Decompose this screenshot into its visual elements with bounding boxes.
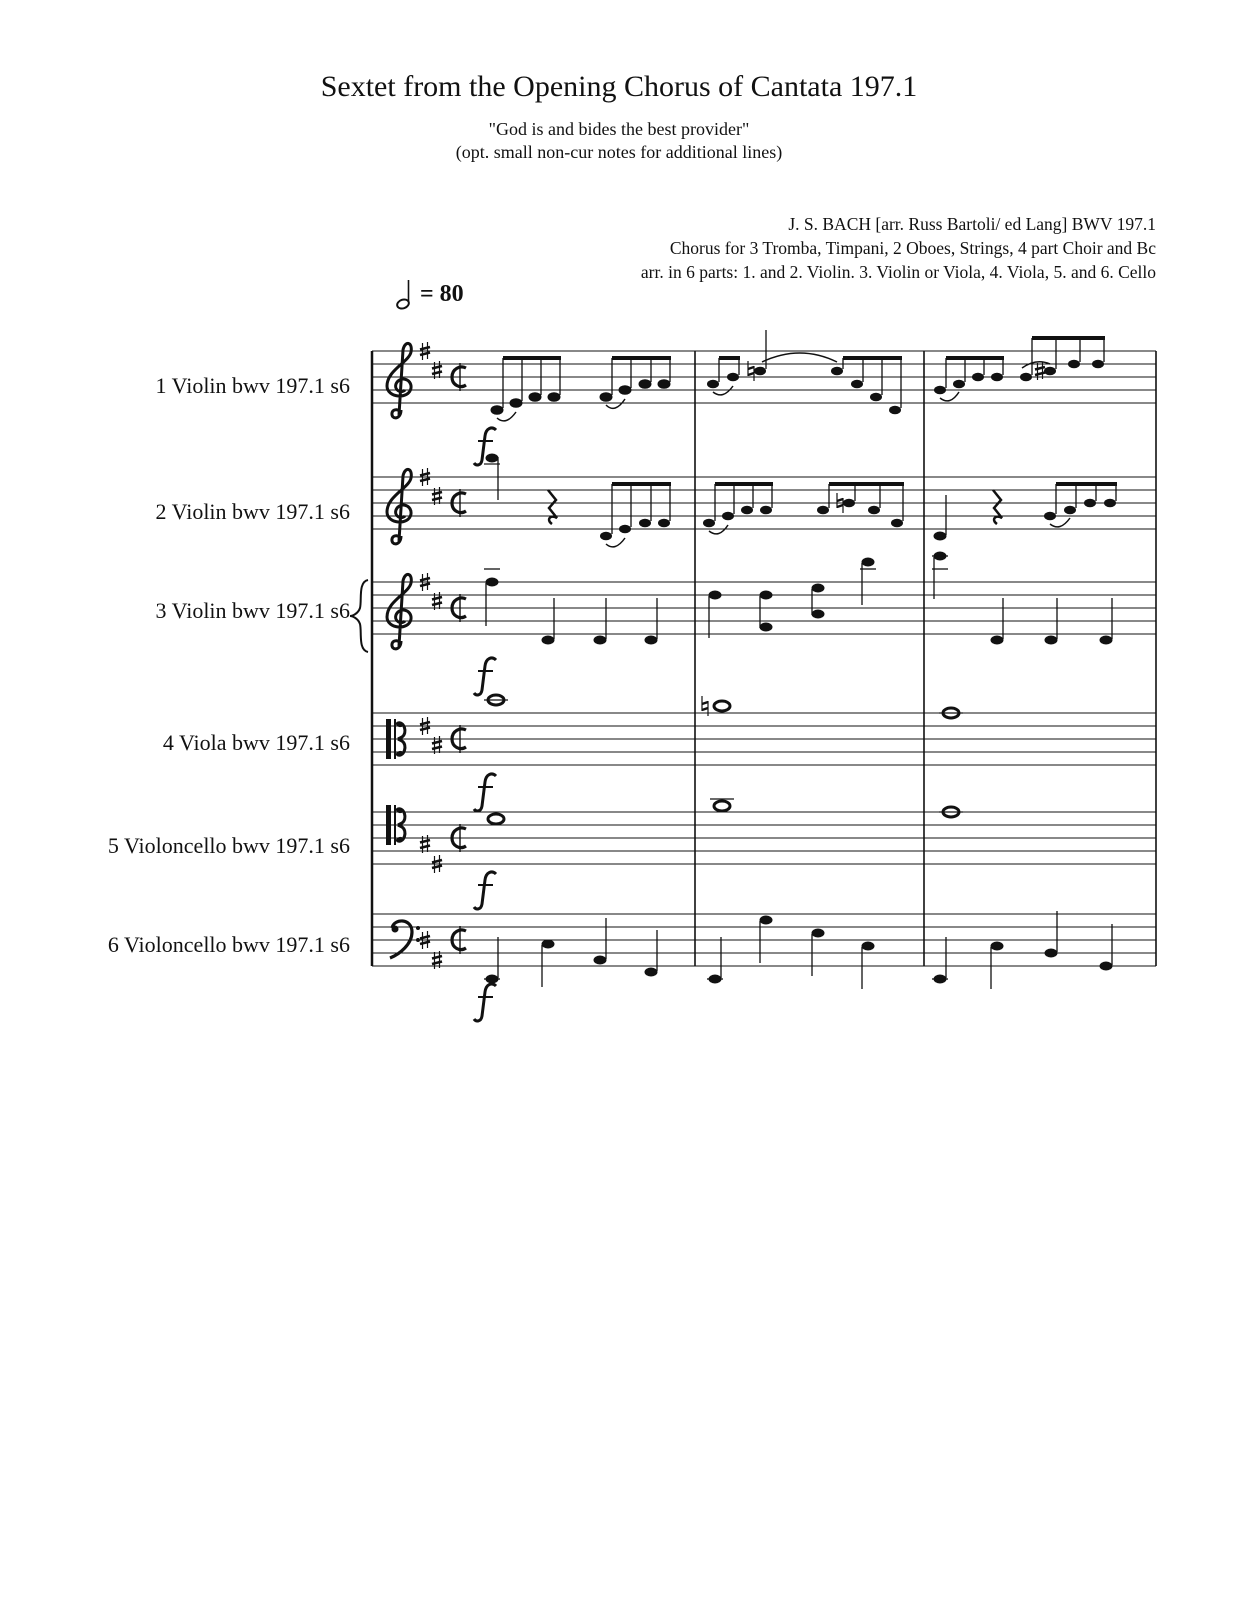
brace-icon [350,580,368,652]
arrangement-note: arr. in 6 parts: 1. and 2. Violin. 3. Violin or Viola, 4. Viola, 5. and 6. Cello [640,262,1156,282]
treble-clef-icon [387,469,411,543]
staff-5 [372,799,1156,909]
staff-1 [372,330,1156,465]
treble-clef-icon [387,343,411,417]
instrument-label-5: 5 Violoncello bwv 197.1 s6 [107,833,350,858]
tempo-value: = 80 [420,280,464,307]
composer-credit: J. S. BACH [arr. Russ Bartoli/ ed Lang] BWV 197.1 [788,214,1156,234]
forte-dynamic [474,658,496,695]
forte-dynamic [474,872,496,909]
instrument-label-1: 1 Violin bwv 197.1 s6 [155,373,350,398]
forte-dynamic [474,984,496,1021]
instrument-label-4: 4 Viola bwv 197.1 s6 [162,730,350,755]
instrument-label-2: 2 Violin bwv 197.1 s6 [155,499,350,524]
subtitle-line-1: "God is and bides the best provider" [488,119,750,139]
forte-dynamic [474,774,496,811]
quarter-rest [548,490,557,524]
score-title: Sextet from the Opening Chorus of Cantata 197.1 [320,70,918,103]
treble-clef-icon [387,574,411,648]
subtitle-line-2: (opt. small non-cur notes for additional lines) [455,142,783,162]
instrument-label-3: 3 Violin bwv 197.1 s6 [155,598,350,623]
instrument-label-6: 6 Violoncello bwv 197.1 s6 [107,932,350,957]
original-scoring: Chorus for 3 Tromba, Timpani, 2 Oboes, Strings, 4 part Choir and Bc [669,238,1156,258]
staff-2 [372,454,1156,547]
staff-4 [372,695,1156,811]
staff-6 [372,911,1156,1021]
staff-3 [372,552,1156,695]
